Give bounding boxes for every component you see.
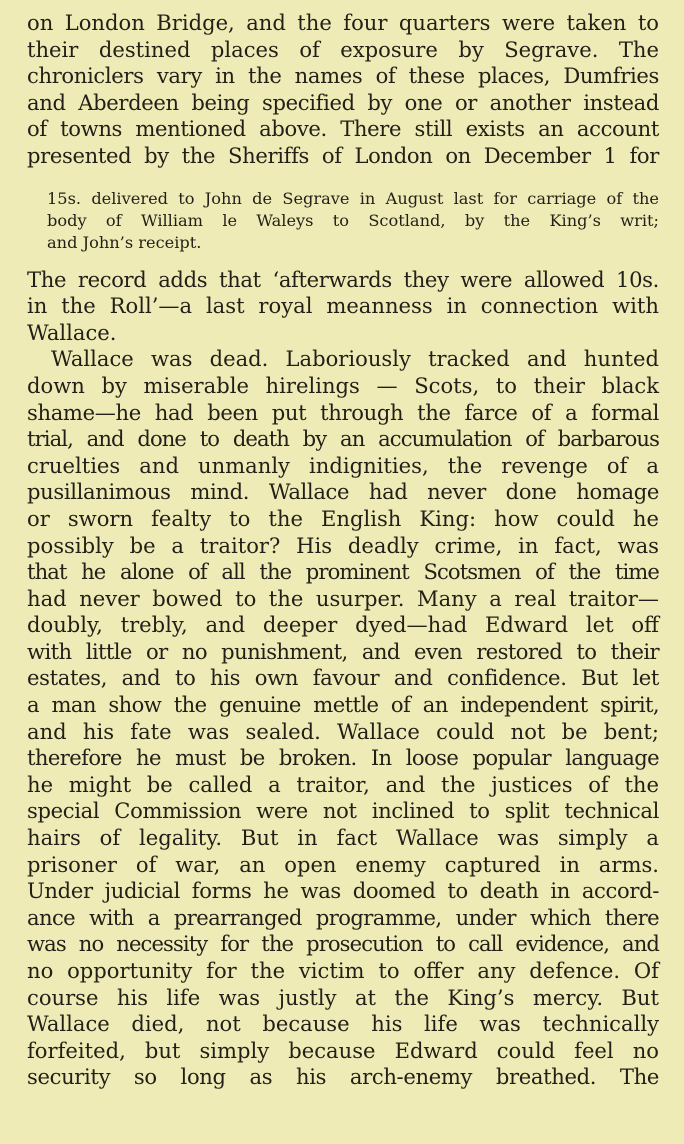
text-line: with little or no punishment, and even restored to their bbox=[27, 638, 659, 664]
text-line: cruelties and unmanly indignities, the revenge of a bbox=[27, 452, 659, 478]
text-line: in the Roll’—a last royal meanness in connection with bbox=[27, 293, 659, 319]
text-line: hairs of legality. But in fact Wallace was simply a bbox=[27, 825, 659, 851]
text-line: possibly be a traitor? His deadly crime, in fact, was bbox=[27, 532, 659, 558]
block-quote bbox=[47, 188, 659, 254]
text-line: and his fate was sealed. Wallace could not be bent; bbox=[27, 718, 659, 744]
text-line: ance with a prearranged programme, under which there bbox=[27, 904, 659, 930]
text-line: down by miserable hirelings — Scots, to their black bbox=[27, 372, 659, 398]
text-line: that he alone of all the prominent Scotsmen of the time bbox=[27, 559, 659, 585]
quote-line: and John’s receipt. bbox=[47, 232, 202, 252]
text-line: therefore he must be broken. In loose popular language bbox=[27, 745, 659, 771]
text-line: no opportunity for the victim to offer any defence. Of bbox=[27, 958, 659, 983]
text-line: chroniclers vary in the names of these places, Dumfries bbox=[27, 63, 659, 89]
text-line: Wallace. bbox=[27, 319, 117, 345]
paragraph-2 bbox=[27, 267, 659, 347]
text-line: special Commission were not inclined to split technical bbox=[27, 798, 659, 824]
text-line: course his life was justly at the King’s mercy. But bbox=[27, 984, 659, 1010]
text-line: Wallace died, not because his life was technically bbox=[27, 1011, 659, 1037]
text-line: a man show the genuine mettle of an independent spirit, bbox=[27, 692, 659, 718]
text-line: trial, and done to death by an accumulation of barbarous bbox=[27, 426, 659, 452]
text-line: security so long as his arch-enemy breathed. The bbox=[27, 1064, 659, 1090]
quote-line: body of William le Waleys to Scotland, by the King’s writ; bbox=[47, 210, 659, 230]
text-line: presented by the Sheriffs of London on December 1 for bbox=[27, 142, 659, 168]
text-line: doubly, trebly, and deeper dyed—had Edward let off bbox=[27, 612, 659, 638]
quote-line: 15s. delivered to John de Segrave in August last for carriage of the bbox=[47, 188, 659, 208]
text-line: The record adds that ‘afterwards they were allowed 10s. bbox=[27, 266, 659, 292]
text-line: of towns mentioned above. There still exists an account bbox=[27, 116, 659, 142]
text-line: on London Bridge, and the four quarters were taken to bbox=[27, 10, 659, 35]
text-line: shame—he had been put through the farce of a formal bbox=[27, 399, 659, 425]
paragraph-3 bbox=[27, 346, 659, 1091]
text-line: had never bowed to the usurper. Many a real traitor— bbox=[27, 585, 659, 611]
text-line: estates, and to his own favour and confidence. But let bbox=[27, 665, 659, 691]
text-line: or sworn fealty to the English King: how could he bbox=[27, 505, 659, 531]
page bbox=[27, 10, 659, 1091]
text-line: and Aberdeen being specified by one or another instead bbox=[27, 89, 659, 115]
text-line: pusillanimous mind. Wallace had never done homage bbox=[27, 479, 659, 505]
text-line: was no necessity for the prosecution to call evidence, and bbox=[27, 931, 659, 957]
text-line: prisoner of war, an open enemy captured in arms. bbox=[27, 851, 659, 877]
text-line: their destined places of exposure by Segrave. The bbox=[27, 36, 659, 62]
paragraph-1 bbox=[27, 10, 659, 170]
text-line: Under judicial forms he was doomed to death in accord- bbox=[27, 878, 659, 904]
text-line: Wallace was dead. Laboriously tracked and hunted bbox=[51, 346, 659, 372]
text-line: forfeited, but simply because Edward could feel no bbox=[27, 1037, 659, 1063]
text-line: he might be called a traitor, and the justices of the bbox=[27, 771, 659, 797]
